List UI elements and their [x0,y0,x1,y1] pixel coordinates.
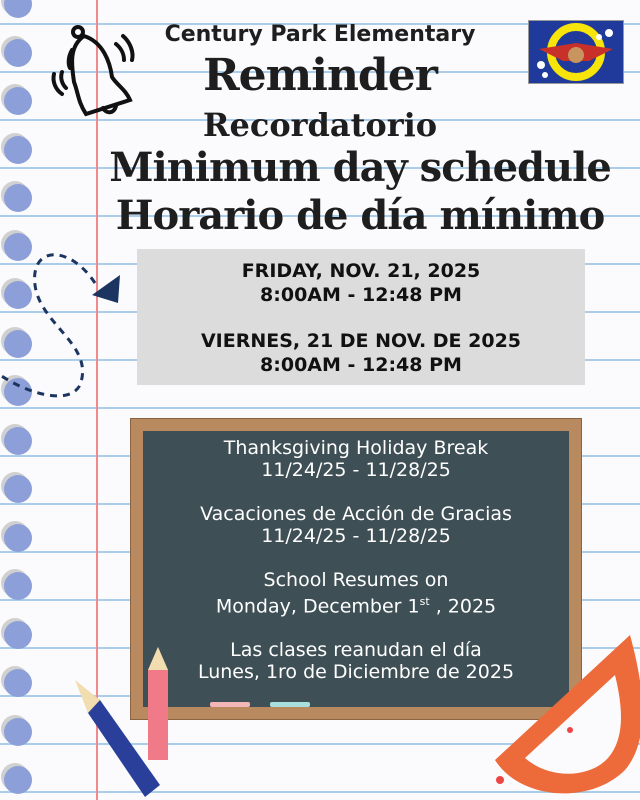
pencil-pink-icon [143,645,173,765]
break-english-dates: 11/24/25 - 11/28/25 [261,459,451,481]
resume-english-year: , 2025 [429,595,497,618]
resume-date-suffix: st [419,595,430,608]
resume-spanish: Las clases reanudan el día [230,639,482,662]
binder-hole [4,184,32,212]
pink-chalk [210,702,250,707]
schedule-box [137,249,585,385]
binder-hole [4,669,32,697]
binder-hole [4,766,32,794]
binder-hole [4,621,32,649]
binder-hole [4,136,32,164]
break-spanish-dates: 11/24/25 - 11/28/25 [261,525,451,547]
binder-hole [4,87,32,115]
dashed-arrow-decoration [0,245,130,405]
reminder-heading: Reminder [203,50,437,101]
binder-hole [4,39,32,67]
recordatorio-heading: Recordatorio [202,106,438,144]
binder-hole [4,0,32,18]
blue-chalk [270,702,310,707]
break-english: Thanksgiving Holiday Break [223,437,489,459]
resume-spanish-date: Lunes, 1ro de Diciembre de 2025 [197,661,515,684]
binder-hole [4,427,32,455]
break-spanish: Vacaciones de Acción de Gracias [200,503,512,525]
time-spanish: 8:00AM - 12:48 PM [260,354,462,376]
school-logo [528,20,624,84]
binder-hole [4,718,32,746]
date-spanish: VIERNES, 21 DE NOV. DE 2025 [200,330,522,352]
protractor-icon [480,630,640,800]
school-name: Century Park Elementary [164,22,476,47]
resume-english: School Resumes on [263,569,449,591]
title-spanish: Horario de día mínimo [115,192,605,239]
title-english: Minimum day schedule [109,144,611,191]
binder-hole [4,475,32,503]
resume-english-date: Monday, December 1 [215,595,420,618]
binder-hole [4,524,32,552]
date-english: FRIDAY, NOV. 21, 2025 [241,260,481,282]
binder-hole [4,572,32,600]
time-english: 8:00AM - 12:48 PM [260,284,462,306]
